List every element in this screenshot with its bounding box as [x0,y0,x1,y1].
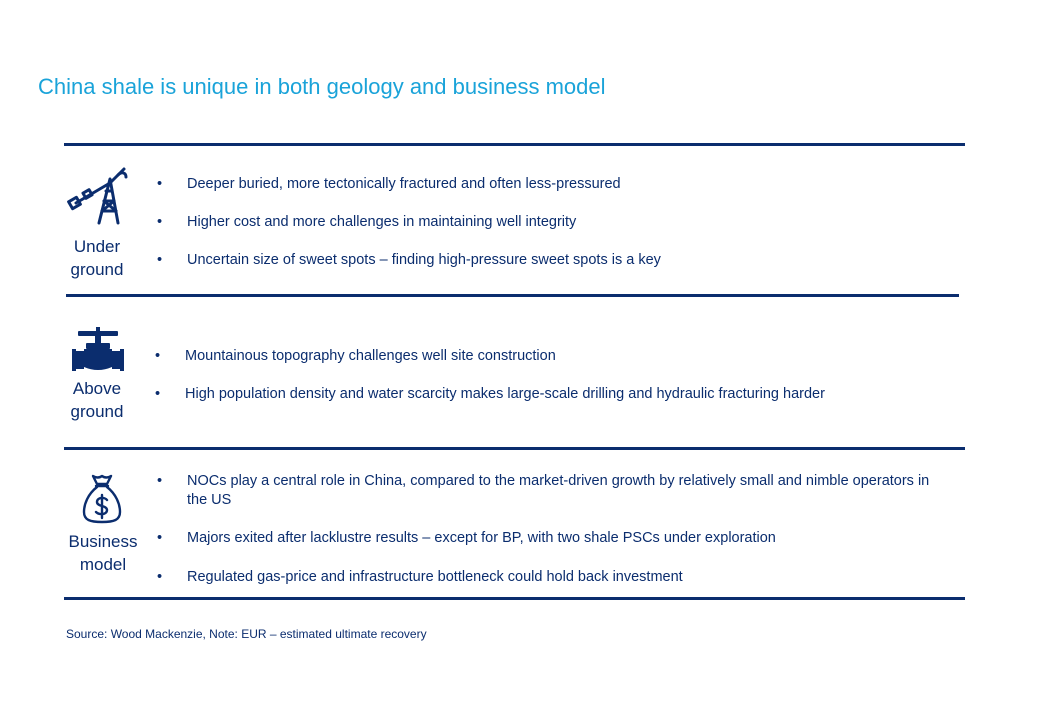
divider-2 [64,447,965,450]
divider-1 [66,294,959,297]
valve-icon [72,327,124,378]
divider-bottom [64,597,965,600]
bullet-text: Regulated gas-price and infrastructure bottleneck could hold back investment [187,569,683,585]
bullet-text: Higher cost and more challenges in maintaining well integrity [187,214,577,230]
bullet-dot: • [157,473,163,489]
source-note: Source: Wood Mackenzie, Note: EUR – estimated ultimate recovery [66,627,427,641]
bullet-dot: • [157,569,163,585]
bullet-dot: • [157,176,163,192]
section-label-above-ground: Above ground [70,379,124,421]
bullet-text: Uncertain size of sweet spots – finding high-pressure sweet spots is a key [187,252,661,268]
bullet-text: Mountainous topography challenges well site construction [185,348,556,364]
bullet-text: NOCs play a central role in China, compared to the market-driven growth by relatively small and nimble operators in the US [187,473,930,508]
bullet-dot: • [157,214,163,230]
bullet-dot: • [157,530,163,546]
bullet-text: Deeper buried, more tectonically fractured and often less-pressured [187,176,621,192]
bullet-text: Majors exited after lacklustre results – except for BP, with two shale PSCs under exploration [187,530,776,546]
section-label-under-ground: Under ground [70,237,124,279]
bullet-dot: • [155,348,161,364]
section-label-business-model: Business model [68,532,138,574]
divider-top [64,143,965,146]
money-bag-icon [82,472,122,529]
oil-rig-icon [66,163,128,232]
page-title: China shale is unique in both geology and business model [38,74,606,99]
bullet-text: High population density and water scarcity makes large-scale drilling and hydraulic fracturing harder [185,386,825,402]
bullet-dot: • [155,386,161,402]
bullet-dot: • [157,252,163,268]
